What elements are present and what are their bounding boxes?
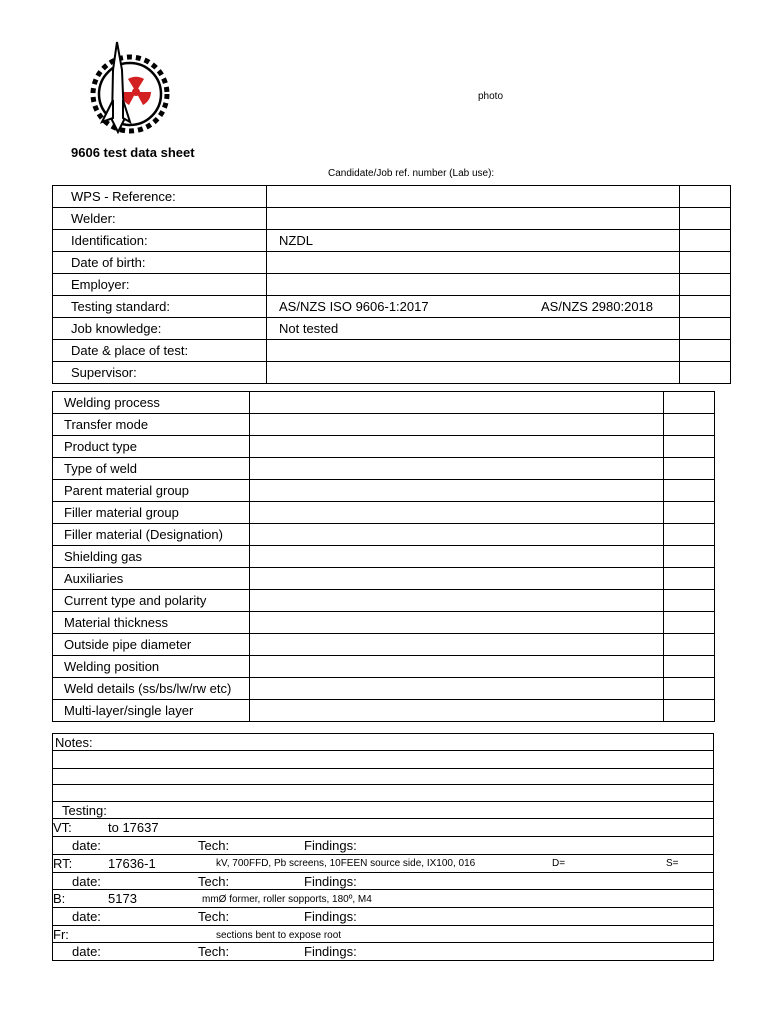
parameter-value-field[interactable] — [250, 612, 664, 634]
parameter-check-cell[interactable] — [664, 502, 715, 524]
parameter-value-field[interactable] — [250, 436, 664, 458]
details-label: WPS - Reference: — [53, 186, 267, 208]
notes-testing-box — [52, 733, 714, 961]
parameter-row — [53, 656, 715, 678]
b-findings-label: Findings: — [304, 909, 357, 924]
parameter-check-cell[interactable] — [664, 590, 715, 612]
b-description: mmØ former, roller sopports, 180º, M4 — [202, 894, 372, 905]
parameter-check-cell[interactable] — [664, 480, 715, 502]
details-row — [53, 274, 731, 296]
parameter-row — [53, 678, 715, 700]
testing-label: Testing: — [62, 803, 107, 818]
details-row — [53, 318, 731, 340]
parameter-value-field[interactable] — [250, 656, 664, 678]
welding-parameters-table — [52, 391, 715, 722]
details-check-cell[interactable] — [680, 208, 731, 230]
parameter-check-cell[interactable] — [664, 656, 715, 678]
lab-logo — [86, 40, 174, 140]
parameter-value-field[interactable] — [250, 700, 664, 722]
details-value-field[interactable] — [267, 318, 680, 340]
parameter-row — [53, 480, 715, 502]
details-label: Date of birth: — [53, 252, 267, 274]
parameter-row — [53, 590, 715, 612]
details-value: NZDL — [279, 233, 313, 248]
parameter-label: Welding process — [53, 392, 250, 414]
details-label: Testing standard: — [53, 296, 267, 318]
details-check-cell[interactable] — [680, 274, 731, 296]
parameter-label: Multi-layer/single layer — [53, 700, 250, 722]
parameter-value-field[interactable] — [250, 480, 664, 502]
details-value-field[interactable] — [267, 230, 680, 252]
details-value-secondary: AS/NZS 2980:2018 — [541, 299, 654, 314]
parameter-value-field[interactable] — [250, 590, 664, 612]
parameter-row — [53, 634, 715, 656]
parameter-value-field[interactable] — [250, 678, 664, 700]
parameter-label: Type of weld — [53, 458, 250, 480]
details-row — [53, 230, 731, 252]
parameter-label: Outside pipe diameter — [53, 634, 250, 656]
details-check-cell[interactable] — [680, 362, 731, 384]
parameter-check-cell[interactable] — [664, 458, 715, 480]
rt-description: kV, 700FFD, Pb screens, 10FEEN source side, IX100, 016 — [216, 858, 476, 869]
parameter-check-cell[interactable] — [664, 546, 715, 568]
details-row — [53, 252, 731, 274]
rt-date-label: date: — [72, 874, 101, 889]
parameter-label: Current type and polarity — [53, 590, 250, 612]
rt-tech-label: Tech: — [198, 874, 230, 889]
parameter-label: Shielding gas — [53, 546, 250, 568]
details-row — [53, 186, 731, 208]
parameter-label: Welding position — [53, 656, 250, 678]
parameter-value-field[interactable] — [250, 392, 664, 414]
fr-tech-label: Tech: — [198, 944, 230, 959]
details-value-field[interactable] — [267, 252, 680, 274]
fr-description: sections bent to expose root — [216, 930, 342, 941]
details-label: Date & place of test: — [53, 340, 267, 362]
parameter-check-cell[interactable] — [664, 414, 715, 436]
details-value-field[interactable] — [267, 186, 680, 208]
details-label: Job knowledge: — [53, 318, 267, 340]
b-label: B: — [53, 891, 66, 906]
details-value-field[interactable] — [267, 340, 680, 362]
parameter-row — [53, 524, 715, 546]
fr-findings-label: Findings: — [304, 944, 357, 959]
rt-s-label: S= — [666, 858, 679, 869]
parameter-row — [53, 414, 715, 436]
welder-details-table — [52, 185, 731, 384]
b-ref: 5173 — [108, 891, 137, 906]
b-date-label: date: — [72, 909, 101, 924]
parameter-value-field[interactable] — [250, 524, 664, 546]
fr-label: Fr: — [53, 927, 69, 942]
details-row — [53, 208, 731, 230]
parameter-row — [53, 700, 715, 722]
parameter-check-cell[interactable] — [664, 612, 715, 634]
vt-label: VT: — [53, 820, 72, 835]
details-check-cell[interactable] — [680, 340, 731, 362]
vt-findings-label: Findings: — [304, 838, 357, 853]
parameter-row — [53, 436, 715, 458]
parameter-row — [53, 458, 715, 480]
details-row — [53, 296, 731, 318]
rt-label: RT: — [53, 856, 73, 871]
parameter-row — [53, 612, 715, 634]
parameter-value-field[interactable] — [250, 502, 664, 524]
parameter-value-field[interactable] — [250, 568, 664, 590]
parameter-row — [53, 546, 715, 568]
details-check-cell[interactable] — [680, 230, 731, 252]
details-check-cell[interactable] — [680, 318, 731, 340]
parameter-value-field[interactable] — [250, 634, 664, 656]
vt-tech-label: Tech: — [198, 838, 230, 853]
parameter-value-field[interactable] — [250, 546, 664, 568]
details-label: Employer: — [53, 274, 267, 296]
parameter-row — [53, 502, 715, 524]
parameter-check-cell[interactable] — [664, 436, 715, 458]
details-row — [53, 340, 731, 362]
details-value: AS/NZS ISO 9606-1:2017 — [279, 299, 429, 314]
photo-placeholder: photo — [478, 91, 504, 102]
parameter-value-field[interactable] — [250, 458, 664, 480]
rt-ref: 17636-1 — [108, 856, 156, 871]
parameter-check-cell[interactable] — [664, 568, 715, 590]
rt-d-label: D= — [552, 858, 566, 869]
vt-date-label: date: — [72, 838, 101, 853]
parameter-label: Product type — [53, 436, 250, 458]
details-label: Welder: — [53, 208, 267, 230]
details-value-field[interactable] — [267, 362, 680, 384]
details-value-field[interactable] — [267, 274, 680, 296]
parameter-value-field[interactable] — [250, 414, 664, 436]
details-value-field[interactable] — [267, 296, 680, 318]
parameter-label: Parent material group — [53, 480, 250, 502]
rt-findings-label: Findings: — [304, 874, 357, 889]
parameter-label: Filler material (Designation) — [53, 524, 250, 546]
details-label: Identification: — [53, 230, 267, 252]
details-value: Not tested — [279, 321, 339, 336]
details-row — [53, 362, 731, 384]
details-check-cell[interactable] — [680, 186, 731, 208]
details-label: Supervisor: — [53, 362, 267, 384]
parameter-check-cell[interactable] — [664, 700, 715, 722]
parameter-row — [53, 392, 715, 414]
parameter-check-cell[interactable] — [664, 678, 715, 700]
candidate-ref-label: Candidate/Job ref. number (Lab use): — [328, 168, 495, 179]
details-check-cell[interactable] — [680, 252, 731, 274]
b-tech-label: Tech: — [198, 909, 230, 924]
parameter-label: Auxiliaries — [53, 568, 250, 590]
parameter-check-cell[interactable] — [664, 634, 715, 656]
details-check-cell[interactable] — [680, 296, 731, 318]
fr-date-label: date: — [72, 944, 101, 959]
parameter-label: Weld details (ss/bs/lw/rw etc) — [53, 678, 250, 700]
parameter-check-cell[interactable] — [664, 524, 715, 546]
vt-ref: to 17637 — [108, 820, 159, 835]
parameter-row — [53, 568, 715, 590]
notes-label: Notes: — [55, 735, 93, 750]
parameter-label: Filler material group — [53, 502, 250, 524]
parameter-check-cell[interactable] — [664, 392, 715, 414]
page-title: 9606 test data sheet — [71, 145, 195, 160]
details-value-field[interactable] — [267, 208, 680, 230]
parameter-label: Material thickness — [53, 612, 250, 634]
parameter-label: Transfer mode — [53, 414, 250, 436]
